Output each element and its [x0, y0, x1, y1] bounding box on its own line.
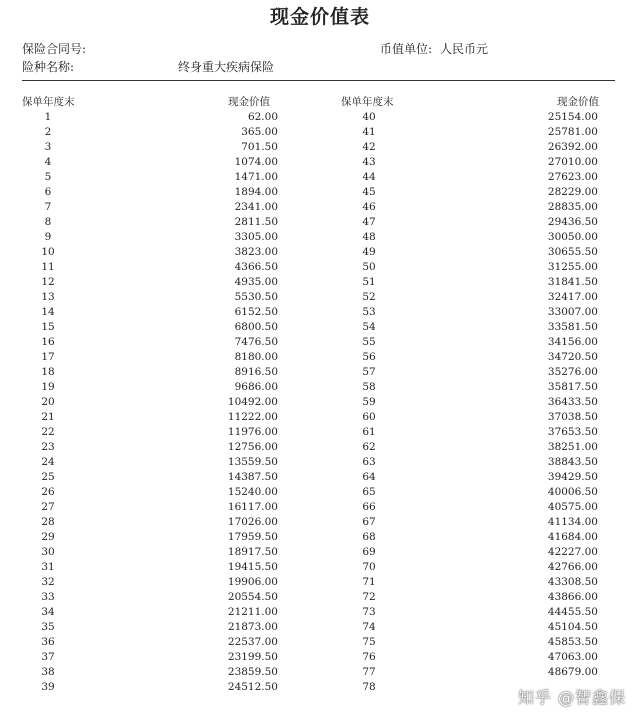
- right-value-cell: 27623.00: [547, 171, 598, 183]
- right-year-cell: 71: [362, 576, 376, 588]
- right-year-cell: 76: [362, 651, 376, 663]
- right-value-cell: 30655.50: [547, 246, 598, 258]
- right-value-cell: 38843.50: [547, 456, 598, 468]
- right-value-cell: 38251.00: [547, 441, 598, 453]
- right-year-cell: 65: [362, 486, 376, 498]
- left-value-cell: 8916.50: [234, 366, 278, 378]
- right-year-cell: 59: [362, 396, 376, 408]
- right-value-cell: 42227.00: [547, 546, 598, 558]
- left-year-cell: 22: [41, 426, 55, 438]
- right-value-cell: 42766.00: [547, 561, 598, 573]
- right-year-cell: 61: [362, 426, 376, 438]
- left-value-cell: 12756.00: [227, 441, 278, 453]
- left-value-cell: 4935.00: [234, 276, 278, 288]
- left-value-cell: 23859.50: [227, 666, 278, 678]
- left-value-cell: 8180.00: [234, 351, 278, 363]
- left-year-cell: 16: [41, 336, 55, 348]
- left-value-cell: 4366.50: [234, 261, 278, 273]
- right-year-cell: 74: [362, 621, 376, 633]
- right-year-cell: 41: [362, 126, 376, 138]
- right-value-cell: 40006.50: [547, 486, 598, 498]
- left-year-cell: 11: [41, 261, 55, 273]
- policy-number-label: 保险合同号:: [22, 42, 87, 56]
- right-year-cell: 63: [362, 456, 376, 468]
- right-year-cell: 58: [362, 381, 376, 393]
- left-value-cell: 23199.50: [227, 651, 278, 663]
- right-year-cell: 62: [362, 441, 376, 453]
- right-value-cell: 41134.00: [547, 516, 598, 528]
- left-value-cell: 19906.00: [227, 576, 278, 588]
- right-year-cell: 47: [362, 216, 376, 228]
- left-year-cell: 7: [44, 201, 52, 213]
- left-year-cell: 17: [41, 351, 55, 363]
- left-year-cell: 9: [44, 231, 52, 243]
- right-year-cell: 48: [362, 231, 376, 243]
- left-year-cell: 12: [41, 276, 55, 288]
- left-value-cell: 2341.00: [234, 201, 278, 213]
- right-year-cell: 52: [362, 291, 376, 303]
- right-value-cell: 28835.00: [547, 201, 598, 213]
- right-year-cell: 43: [362, 156, 376, 168]
- right-value-cell: 45853.50: [547, 636, 598, 648]
- left-year-cell: 34: [41, 606, 55, 618]
- right-year-cell: 73: [362, 606, 376, 618]
- product-label: 险种名称:: [22, 60, 75, 74]
- left-year-cell: 23: [41, 441, 55, 453]
- header-divider: [22, 80, 615, 81]
- left-value-cell: 13559.50: [227, 456, 278, 468]
- left-year-header: 保单年度末: [22, 96, 75, 108]
- left-value-cell: 1074.00: [234, 156, 278, 168]
- left-value-cell: 14387.50: [227, 471, 278, 483]
- left-year-cell: 5: [44, 171, 52, 183]
- right-value-cell: 43866.00: [547, 591, 598, 603]
- right-year-cell: 56: [362, 351, 376, 363]
- left-year-cell: 14: [41, 306, 55, 318]
- right-value-cell: 37038.50: [547, 411, 598, 423]
- right-year-cell: 67: [362, 516, 376, 528]
- left-year-cell: 13: [41, 291, 55, 303]
- left-value-cell: 11222.00: [227, 411, 278, 423]
- left-year-cell: 37: [41, 651, 55, 663]
- right-value-cell: 33581.50: [547, 321, 598, 333]
- left-year-cell: 15: [41, 321, 55, 333]
- left-year-cell: 36: [41, 636, 55, 648]
- left-year-cell: 32: [41, 576, 55, 588]
- right-value-cell: 45104.50: [547, 621, 598, 633]
- right-value-cell: 48679.00: [547, 666, 598, 678]
- right-year-cell: 78: [362, 681, 376, 693]
- left-value-cell: 19415.50: [227, 561, 278, 573]
- left-value-cell: 365.00: [241, 126, 278, 138]
- left-year-cell: 21: [41, 411, 55, 423]
- right-year-cell: 49: [362, 246, 376, 258]
- left-year-cell: 31: [41, 561, 55, 573]
- right-year-cell: 50: [362, 261, 376, 273]
- left-year-cell: 19: [41, 381, 55, 393]
- right-year-cell: 51: [362, 276, 376, 288]
- left-value-cell: 17959.50: [227, 531, 278, 543]
- left-year-cell: 38: [41, 666, 55, 678]
- right-year-cell: 72: [362, 591, 376, 603]
- right-value-cell: 39429.50: [547, 471, 598, 483]
- left-year-cell: 24: [41, 456, 55, 468]
- right-value-cell: 28229.00: [547, 186, 598, 198]
- right-year-cell: 54: [362, 321, 376, 333]
- left-year-cell: 30: [41, 546, 55, 558]
- left-year-cell: 8: [44, 216, 52, 228]
- left-value-cell: 5530.50: [234, 291, 278, 303]
- right-value-cell: 32417.00: [547, 291, 598, 303]
- right-value-cell: 25781.00: [547, 126, 598, 138]
- left-value-header: 现金价值: [228, 96, 270, 108]
- right-year-cell: 40: [362, 111, 376, 123]
- right-year-cell: 70: [362, 561, 376, 573]
- left-year-cell: 39: [41, 681, 55, 693]
- right-year-cell: 45: [362, 186, 376, 198]
- left-value-cell: 21211.00: [227, 606, 278, 618]
- left-value-cell: 24512.50: [227, 681, 278, 693]
- right-year-cell: 46: [362, 201, 376, 213]
- right-value-cell: 35276.00: [547, 366, 598, 378]
- left-year-cell: 26: [41, 486, 55, 498]
- left-value-cell: 1471.00: [234, 171, 278, 183]
- right-value-cell: 44455.50: [547, 606, 598, 618]
- right-value-cell: 36433.50: [547, 396, 598, 408]
- left-year-cell: 25: [41, 471, 55, 483]
- right-value-cell: 34156.00: [547, 336, 598, 348]
- left-value-cell: 701.50: [241, 141, 278, 153]
- right-value-cell: 27010.00: [547, 156, 598, 168]
- right-value-cell: 43308.50: [547, 576, 598, 588]
- right-value-cell: 31841.50: [547, 276, 598, 288]
- left-year-cell: 4: [44, 156, 52, 168]
- right-year-cell: 77: [362, 666, 376, 678]
- left-value-cell: 21873.00: [227, 621, 278, 633]
- left-value-cell: 22537.00: [227, 636, 278, 648]
- left-value-cell: 16117.00: [227, 501, 278, 513]
- left-year-cell: 35: [41, 621, 55, 633]
- right-value-header: 现金价值: [557, 96, 599, 108]
- left-value-cell: 11976.00: [227, 426, 278, 438]
- left-value-cell: 62.00: [247, 111, 278, 123]
- left-value-cell: 1894.00: [234, 186, 278, 198]
- left-year-cell: 2: [44, 126, 52, 138]
- left-year-cell: 6: [44, 186, 52, 198]
- left-value-cell: 9686.00: [234, 381, 278, 393]
- left-year-cell: 3: [44, 141, 52, 153]
- currency-label: 币值单位:: [380, 42, 433, 56]
- watermark: 知乎 @智鑫保: [517, 688, 626, 707]
- right-year-cell: 75: [362, 636, 376, 648]
- right-year-cell: 66: [362, 501, 376, 513]
- left-value-cell: 7476.50: [234, 336, 278, 348]
- right-value-cell: 40575.00: [547, 501, 598, 513]
- left-year-cell: 27: [41, 501, 55, 513]
- right-year-cell: 55: [362, 336, 376, 348]
- left-year-cell: 18: [41, 366, 55, 378]
- right-value-cell: 37653.50: [547, 426, 598, 438]
- right-value-cell: 29436.50: [547, 216, 598, 228]
- left-value-cell: 18917.50: [227, 546, 278, 558]
- right-value-cell: 41684.00: [547, 531, 598, 543]
- page-title: 现金价值表: [269, 6, 370, 28]
- right-value-cell: 47063.00: [547, 651, 598, 663]
- currency-value: 人民币元: [440, 42, 489, 56]
- product-name: 终身重大疾病保险: [178, 60, 275, 74]
- left-year-cell: 28: [41, 516, 55, 528]
- left-value-cell: 10492.00: [227, 396, 278, 408]
- left-value-cell: 2811.50: [234, 216, 278, 228]
- left-value-cell: 6152.50: [234, 306, 278, 318]
- right-year-cell: 44: [362, 171, 376, 183]
- left-year-cell: 29: [41, 531, 55, 543]
- right-value-cell: 30050.00: [547, 231, 598, 243]
- right-value-cell: 34720.50: [547, 351, 598, 363]
- left-value-cell: 6800.50: [234, 321, 278, 333]
- right-value-cell: 31255.00: [547, 261, 598, 273]
- left-value-cell: 3823.00: [234, 246, 278, 258]
- right-value-cell: 25154.00: [547, 111, 598, 123]
- right-year-header: 保单年度末: [341, 96, 394, 108]
- left-year-cell: 1: [44, 111, 52, 123]
- left-value-cell: 15240.00: [227, 486, 278, 498]
- right-year-cell: 60: [362, 411, 376, 423]
- right-year-cell: 42: [362, 141, 376, 153]
- left-year-cell: 20: [41, 396, 55, 408]
- right-value-cell: 35817.50: [547, 381, 598, 393]
- right-year-cell: 68: [362, 531, 376, 543]
- left-value-cell: 20554.50: [227, 591, 278, 603]
- right-value-cell: 26392.00: [547, 141, 598, 153]
- left-year-cell: 10: [41, 246, 55, 258]
- left-value-cell: 17026.00: [227, 516, 278, 528]
- left-year-cell: 33: [41, 591, 55, 603]
- right-year-cell: 69: [362, 546, 376, 558]
- left-value-cell: 3305.00: [234, 231, 278, 243]
- right-year-cell: 53: [362, 306, 376, 318]
- right-year-cell: 57: [362, 366, 376, 378]
- right-year-cell: 64: [362, 471, 376, 483]
- right-value-cell: 33007.00: [547, 306, 598, 318]
